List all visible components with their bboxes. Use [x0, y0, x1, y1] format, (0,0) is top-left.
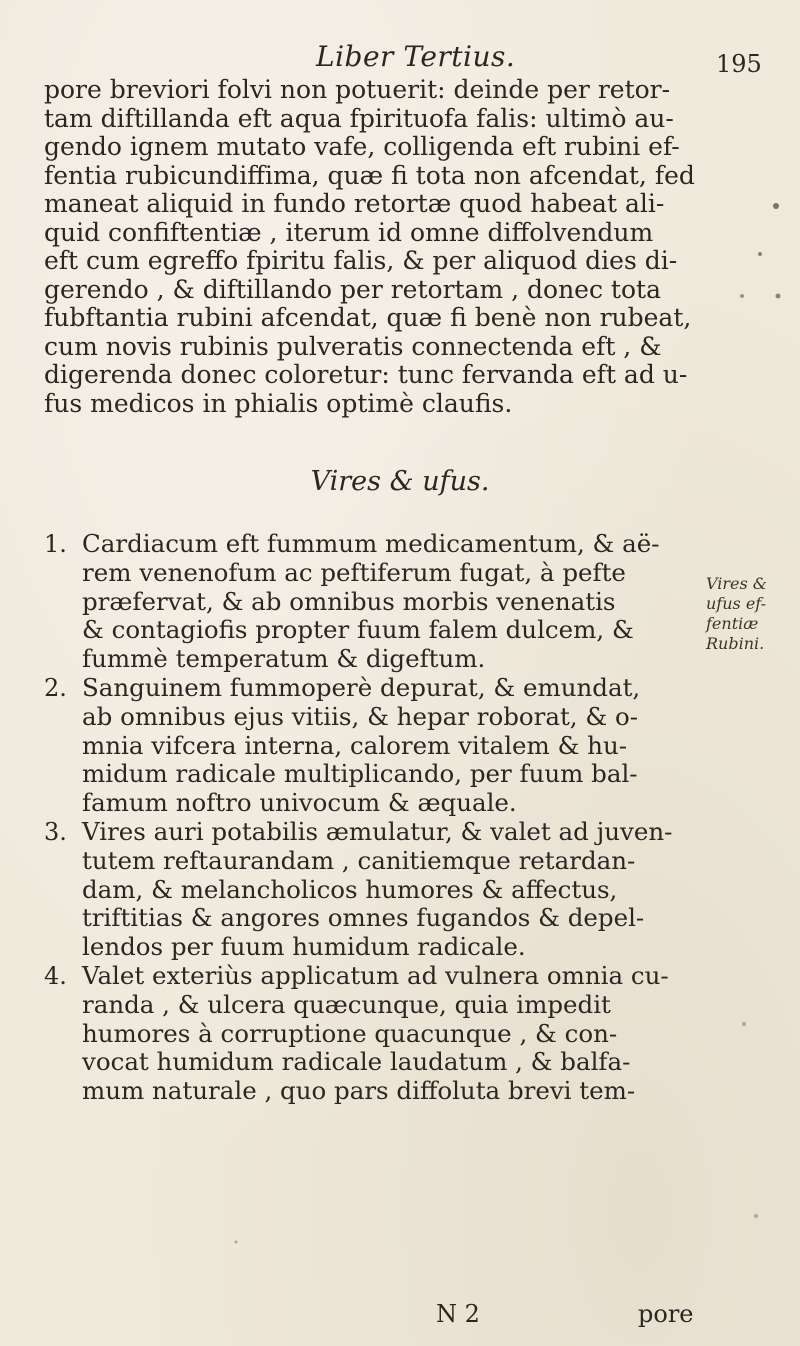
page-footer — [0, 1300, 800, 1334]
paragraph-line: maneat aliquid in fundo retortæ quod habeat ali- — [44, 189, 665, 218]
catchword: pore — [638, 1300, 694, 1328]
item-line: præfervat, & ab omnibus morbis venenatis — [82, 586, 616, 616]
page-number: 195 — [716, 50, 762, 78]
item-line: rem venenofum ac peftiferum fugat, à pefte — [82, 557, 626, 587]
item-number: 3. — [44, 817, 67, 846]
paragraph-line: gendo ignem mutato vafe, colligenda eft rubini ef- — [44, 132, 680, 161]
item-line: & contagiofis propter fuum falem dulcem, & — [82, 615, 634, 645]
section-heading: Vires & ufus. — [310, 466, 490, 497]
item-line: Vires auri potabilis æmulatur, & valet ad juven- — [82, 816, 673, 846]
signature-mark: N 2 — [436, 1300, 480, 1328]
margin-note — [706, 574, 796, 654]
item-line: Valet exteriùs applicatum ad vulnera omnia cu- — [82, 960, 669, 990]
paragraph-line: quid confiftentiæ , iterum id omne diffolvendum — [44, 217, 654, 247]
list-item — [44, 530, 744, 674]
margin-note-line: Rubini. — [706, 634, 765, 653]
margin-note-line: fentiæ — [706, 614, 759, 633]
item-line: tutem reftaurandam , canitiemque retardan- — [82, 845, 636, 875]
item-line: lendos per fuum humidum radicale. — [82, 932, 526, 962]
margin-note-line: Vires & — [706, 574, 768, 593]
item-line: fummè temperatum & digeftum. — [82, 644, 486, 674]
page-header — [0, 40, 800, 80]
paragraph-line: pore breviori folvi non potuerit: deinde per retor- — [44, 75, 671, 104]
item-line: Sanguinem fummoperè depurat, & emundat, — [82, 672, 641, 702]
running-title: Liber Tertius. — [316, 40, 516, 73]
item-line: midum radicale multiplicando, per fuum bal- — [82, 759, 638, 789]
paragraph-line: digerenda donec coloretur: tunc fervanda eft ad u- — [44, 360, 688, 389]
item-line: randa , & ulcera quæcunque, quia impedit — [82, 989, 611, 1019]
paragraph-line: eft cum egreffo fpiritu falis, & per aliquod dies di- — [44, 246, 678, 275]
opening-paragraph — [44, 76, 744, 418]
item-number: 4. — [44, 961, 67, 990]
item-line: mnia vifcera interna, calorem vitalem & hu- — [82, 730, 628, 760]
paragraph-line: fubftantia rubini afcendat, quæ fi benè non rubeat, — [44, 303, 692, 332]
item-line: famum noftro univocum & æquale. — [82, 788, 517, 818]
list-item — [44, 962, 744, 1106]
list-item — [44, 818, 744, 962]
item-number: 2. — [44, 673, 67, 702]
item-line: triftitias & angores omnes fugandos & depel- — [82, 903, 645, 933]
paragraph-line: cum novis rubinis pulveratis connectenda eft , & — [44, 331, 662, 361]
margin-note-line: ufus ef- — [706, 594, 767, 613]
paragraph-line: fentia rubicundiffima, quæ fi tota non afcendat, fed — [44, 160, 695, 190]
numbered-list — [44, 530, 744, 1106]
paragraph-line: tam diftillanda eft aqua fpirituofa falis: ultimò au- — [44, 103, 674, 133]
item-line: Cardiacum eft fummum medicamentum, & aë- — [82, 529, 660, 558]
paragraph-line: gerendo , & diftillando per retortam , donec tota — [44, 274, 661, 304]
item-line: mum naturale , quo pars diffoluta brevi tem- — [82, 1076, 636, 1106]
item-line: ab omnibus ejus vitiis, & hepar roborat, & o- — [82, 701, 638, 731]
paragraph-line: fus medicos in phialis optimè claufis. — [44, 388, 513, 418]
item-line: dam, & melancholicos humores & affectus, — [82, 874, 618, 904]
item-line: humores à corruptione quacunque , & con- — [82, 1018, 618, 1048]
item-line: vocat humidum radicale laudatum , & balfa- — [82, 1047, 631, 1077]
item-number: 1. — [44, 530, 67, 558]
list-item — [44, 674, 744, 818]
